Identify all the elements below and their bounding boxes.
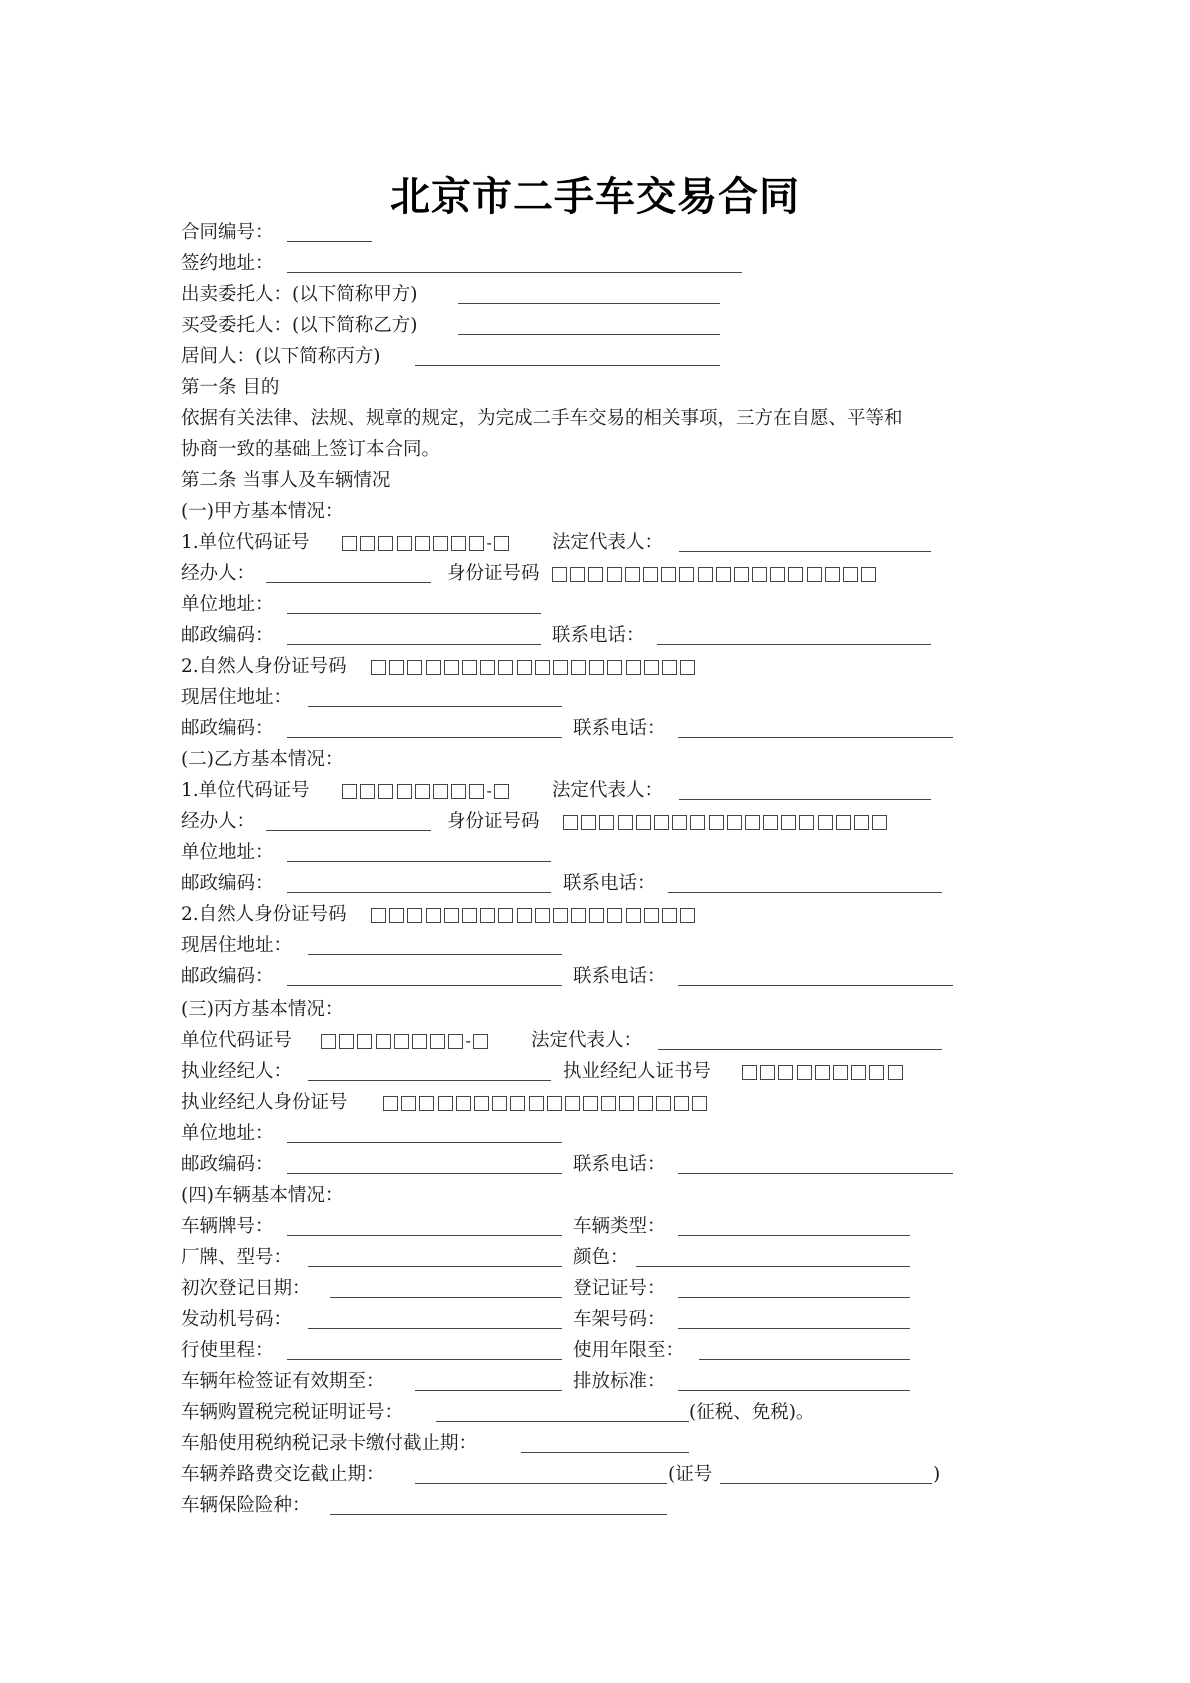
party-a-label: 出卖委托人：(以下简称甲方) bbox=[181, 284, 418, 305]
road-fee-field[interactable] bbox=[415, 1462, 667, 1484]
sign-address-label: 签约地址： bbox=[181, 253, 274, 274]
broker-label: 执业经纪人： bbox=[181, 1061, 293, 1082]
unit-address-label: 单位地址： bbox=[181, 1123, 274, 1144]
unit-code-boxes[interactable]: - bbox=[342, 781, 512, 801]
phone-field[interactable] bbox=[657, 623, 931, 645]
legal-rep-field[interactable] bbox=[658, 1028, 942, 1050]
postcode-field[interactable] bbox=[287, 623, 541, 645]
postcode2-label: 邮政编码： bbox=[181, 718, 274, 739]
first-reg-date-label: 初次登记日期： bbox=[181, 1278, 311, 1299]
phone-label: 联系电话： bbox=[573, 1154, 666, 1175]
inspection-valid-label: 车辆年检签证有效期至： bbox=[181, 1371, 385, 1392]
broker-cert-boxes[interactable] bbox=[742, 1062, 906, 1082]
road-fee-label: 车辆养路费交讫截止期： bbox=[181, 1464, 385, 1485]
sign-address-field[interactable] bbox=[287, 251, 742, 273]
party-c-label: 居间人：(以下简称丙方) bbox=[181, 346, 381, 367]
party-c-section-heading: (三)丙方基本情况： bbox=[181, 999, 344, 1020]
frame-no-label: 车架号码： bbox=[573, 1309, 666, 1330]
document-title: 北京市二手车交易合同 bbox=[390, 174, 800, 220]
phone2-label: 联系电话： bbox=[573, 718, 666, 739]
plate-field[interactable] bbox=[287, 1214, 562, 1236]
article-2-heading: 第二条 当事人及车辆情况 bbox=[181, 470, 391, 491]
postcode2-label: 邮政编码： bbox=[181, 966, 274, 987]
postcode-label: 邮政编码： bbox=[181, 625, 274, 646]
phone-label: 联系电话： bbox=[563, 873, 656, 894]
vessel-tax-label: 车船使用税纳税记录卡缴付截止期： bbox=[181, 1433, 478, 1454]
residence-field[interactable] bbox=[308, 685, 562, 707]
residence-label: 现居住地址： bbox=[181, 935, 293, 956]
id-number-label: 身份证号码 bbox=[447, 563, 540, 584]
phone-label: 联系电话： bbox=[552, 625, 645, 646]
service-until-label: 使用年限至： bbox=[573, 1340, 685, 1361]
vehicle-type-label: 车辆类型： bbox=[573, 1216, 666, 1237]
emission-field[interactable] bbox=[678, 1369, 910, 1391]
inspection-valid-field[interactable] bbox=[415, 1369, 562, 1391]
reg-cert-label: 登记证号： bbox=[573, 1278, 666, 1299]
contract-number-field[interactable] bbox=[287, 220, 372, 242]
id-number-boxes[interactable] bbox=[563, 812, 890, 832]
service-until-field[interactable] bbox=[699, 1338, 910, 1360]
phone-field[interactable] bbox=[668, 871, 942, 893]
article-1-text-line-2: 协商一致的基础上签订本合同。 bbox=[181, 439, 441, 460]
insurance-label: 车辆保险险种： bbox=[181, 1495, 311, 1516]
reg-cert-field[interactable] bbox=[678, 1276, 910, 1298]
unit-address-field[interactable] bbox=[287, 592, 541, 614]
plate-label: 车辆牌号： bbox=[181, 1216, 274, 1237]
first-reg-date-field[interactable] bbox=[330, 1276, 562, 1298]
natural-id-boxes[interactable] bbox=[371, 657, 698, 677]
purchase-tax-label: 车辆购置税完税证明证号： bbox=[181, 1402, 404, 1423]
vehicle-section-heading: (四)车辆基本情况： bbox=[181, 1185, 344, 1206]
road-fee-cert-field[interactable] bbox=[720, 1462, 932, 1484]
mileage-field[interactable] bbox=[287, 1338, 562, 1360]
party-a-section-heading: (一)甲方基本情况： bbox=[181, 501, 344, 522]
natural-id-boxes[interactable] bbox=[371, 905, 698, 925]
engine-no-field[interactable] bbox=[308, 1307, 562, 1329]
unit-code-label: 单位代码证号 bbox=[181, 1030, 293, 1051]
broker-id-boxes[interactable] bbox=[383, 1093, 710, 1113]
purchase-tax-suffix: (征税、免税)。 bbox=[689, 1402, 815, 1423]
unit-address-field[interactable] bbox=[287, 1121, 562, 1143]
emission-label: 排放标准： bbox=[573, 1371, 666, 1392]
postcode-label: 邮政编码： bbox=[181, 1154, 274, 1175]
vehicle-type-field[interactable] bbox=[678, 1214, 910, 1236]
phone-field[interactable] bbox=[678, 1152, 953, 1174]
brand-model-field[interactable] bbox=[308, 1245, 562, 1267]
legal-rep-label: 法定代表人： bbox=[531, 1030, 643, 1051]
phone2-label: 联系电话： bbox=[573, 966, 666, 987]
postcode-field[interactable] bbox=[287, 871, 551, 893]
party-a-field[interactable] bbox=[458, 282, 720, 304]
unit-code-label: 1.单位代码证号 bbox=[181, 532, 310, 553]
unit-code-label: 1.单位代码证号 bbox=[181, 780, 310, 801]
purchase-tax-field[interactable] bbox=[436, 1400, 689, 1422]
phone2-field[interactable] bbox=[678, 964, 953, 986]
party-b-label: 买受委托人：(以下简称乙方) bbox=[181, 315, 418, 336]
residence-field[interactable] bbox=[308, 933, 562, 955]
party-c-field[interactable] bbox=[415, 344, 720, 366]
brand-model-label: 厂牌、型号： bbox=[181, 1247, 293, 1268]
legal-rep-label: 法定代表人： bbox=[552, 780, 664, 801]
agent-label: 经办人： bbox=[181, 811, 256, 832]
color-field[interactable] bbox=[636, 1245, 910, 1267]
agent-field[interactable] bbox=[266, 561, 431, 583]
natural-id-label: 2.自然人身份证号码 bbox=[181, 656, 347, 677]
vessel-tax-field[interactable] bbox=[521, 1431, 689, 1453]
contract-number-label: 合同编号： bbox=[181, 222, 274, 243]
broker-field[interactable] bbox=[308, 1059, 551, 1081]
residence-label: 现居住地址： bbox=[181, 687, 293, 708]
unit-code-boxes[interactable]: - bbox=[342, 533, 512, 553]
natural-id-label: 2.自然人身份证号码 bbox=[181, 904, 347, 925]
postcode2-field[interactable] bbox=[287, 964, 562, 986]
postcode-label: 邮政编码： bbox=[181, 873, 274, 894]
broker-cert-label: 执业经纪人证书号 bbox=[563, 1061, 712, 1082]
postcode2-field[interactable] bbox=[287, 716, 562, 738]
unit-address-label: 单位地址： bbox=[181, 594, 274, 615]
id-number-label: 身份证号码 bbox=[447, 811, 540, 832]
color-label: 颜色： bbox=[573, 1247, 629, 1268]
party-b-field[interactable] bbox=[458, 313, 720, 335]
legal-rep-field[interactable] bbox=[679, 530, 931, 552]
legal-rep-label: 法定代表人： bbox=[552, 532, 664, 553]
unit-address-label: 单位地址： bbox=[181, 842, 274, 863]
engine-no-label: 发动机号码： bbox=[181, 1309, 293, 1330]
phone2-field[interactable] bbox=[678, 716, 953, 738]
party-b-section-heading: (二)乙方基本情况： bbox=[181, 749, 344, 770]
article-1-text-line-1: 依据有关法律、法规、规章的规定，为完成二手车交易的相关事项，三方在自愿、平等和 bbox=[181, 408, 903, 429]
broker-id-label: 执业经纪人身份证号 bbox=[181, 1092, 348, 1113]
road-fee-cert-label: (证号 bbox=[668, 1464, 713, 1485]
unit-code-boxes[interactable]: - bbox=[321, 1031, 491, 1051]
article-1-heading: 第一条 目的 bbox=[181, 377, 280, 398]
agent-field[interactable] bbox=[266, 809, 431, 831]
id-number-boxes[interactable] bbox=[552, 564, 879, 584]
legal-rep-field[interactable] bbox=[679, 778, 931, 800]
agent-label: 经办人： bbox=[181, 563, 256, 584]
postcode-field[interactable] bbox=[287, 1152, 562, 1174]
frame-no-field[interactable] bbox=[678, 1307, 910, 1329]
unit-address-field[interactable] bbox=[287, 840, 551, 862]
mileage-label: 行使里程： bbox=[181, 1340, 274, 1361]
insurance-field[interactable] bbox=[330, 1493, 667, 1515]
road-fee-cert-close: ) bbox=[933, 1464, 941, 1485]
